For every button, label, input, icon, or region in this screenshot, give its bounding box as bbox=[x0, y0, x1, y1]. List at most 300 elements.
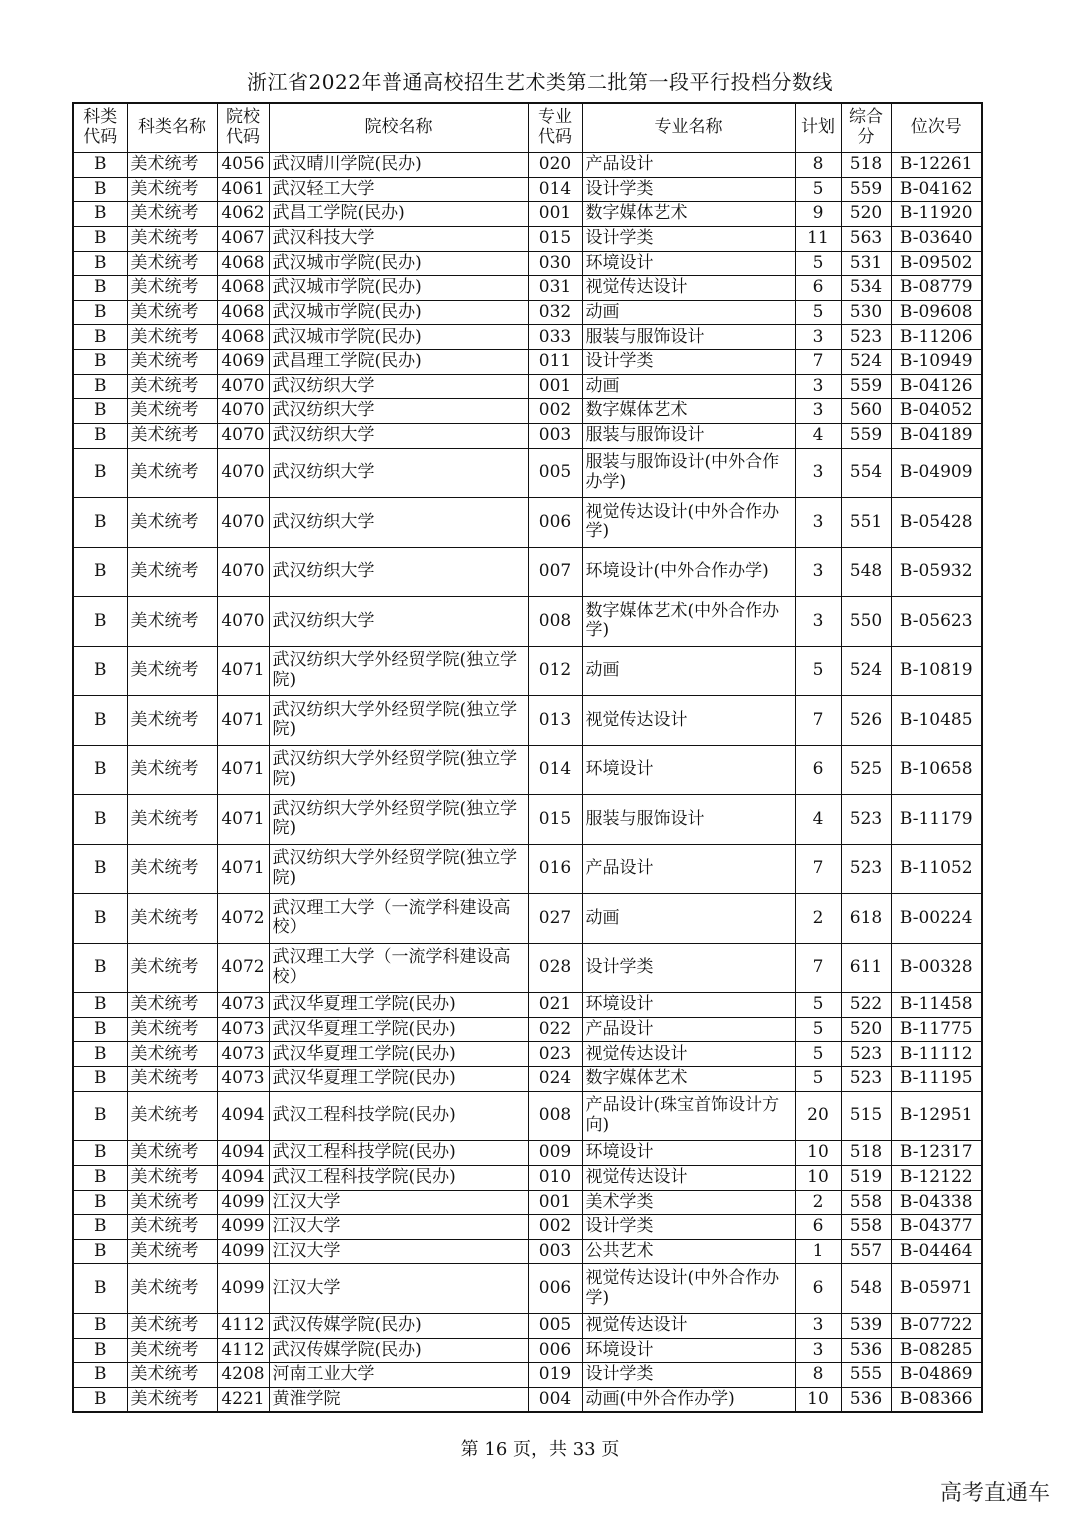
table-cell: 美术统考 bbox=[127, 894, 217, 944]
table-cell: B-04162 bbox=[891, 177, 982, 202]
table-cell: 4071 bbox=[217, 844, 269, 894]
table-cell: 美术统考 bbox=[127, 251, 217, 276]
table-cell: 美术统考 bbox=[127, 1017, 217, 1042]
table-cell: B-04377 bbox=[891, 1215, 982, 1240]
table-cell: 3 bbox=[795, 597, 841, 647]
table-cell: 数字媒体艺术(中外合作办学) bbox=[582, 597, 795, 647]
table-cell: B bbox=[73, 1067, 127, 1092]
table-cell: B-10485 bbox=[891, 696, 982, 746]
table-cell: 6 bbox=[795, 1264, 841, 1314]
table-cell: 015 bbox=[528, 795, 582, 845]
table-cell: B-10819 bbox=[891, 646, 982, 696]
table-cell: B bbox=[73, 1215, 127, 1240]
table-header-row bbox=[73, 103, 982, 153]
table-cell: B-04126 bbox=[891, 374, 982, 399]
table-cell: 产品设计 bbox=[582, 1017, 795, 1042]
table-cell: 016 bbox=[528, 844, 582, 894]
table-cell: 534 bbox=[841, 276, 891, 301]
table-cell: 武汉理工大学（一流学科建设高校） bbox=[269, 943, 528, 993]
table-cell: 5 bbox=[795, 1067, 841, 1092]
table-cell: 7 bbox=[795, 696, 841, 746]
table-cell: 武汉工程科技学院(民办) bbox=[269, 1165, 528, 1190]
table-cell: 005 bbox=[528, 448, 582, 498]
table-cell: 设计学类 bbox=[582, 350, 795, 375]
table-cell: 美术统考 bbox=[127, 350, 217, 375]
table-row bbox=[73, 399, 982, 424]
table-cell: 024 bbox=[528, 1067, 582, 1092]
table-cell: 4208 bbox=[217, 1363, 269, 1388]
table-cell: 023 bbox=[528, 1042, 582, 1067]
table-row bbox=[73, 1165, 982, 1190]
table-cell: 服装与服饰设计 bbox=[582, 795, 795, 845]
table-cell: 522 bbox=[841, 993, 891, 1018]
table-cell: 美术统考 bbox=[127, 745, 217, 795]
table-cell: 4073 bbox=[217, 1017, 269, 1042]
table-cell: 视觉传达设计 bbox=[582, 696, 795, 746]
table-cell: B bbox=[73, 1141, 127, 1166]
table-cell: B bbox=[73, 1239, 127, 1264]
table-row bbox=[73, 424, 982, 449]
table-cell: 武汉晴川学院(民办) bbox=[269, 153, 528, 178]
table-cell: 动画 bbox=[582, 894, 795, 944]
table-cell: 006 bbox=[528, 1338, 582, 1363]
table-cell: B-05623 bbox=[891, 597, 982, 647]
table-cell: 武汉华夏理工学院(民办) bbox=[269, 1017, 528, 1042]
table-cell: B-09502 bbox=[891, 251, 982, 276]
table-cell: 美术统考 bbox=[127, 1067, 217, 1092]
table-cell: 8 bbox=[795, 1363, 841, 1388]
table-cell: 美术统考 bbox=[127, 226, 217, 251]
table-row bbox=[73, 276, 982, 301]
table-cell: B-04464 bbox=[891, 1239, 982, 1264]
table-cell: B bbox=[73, 1338, 127, 1363]
table-cell: 7 bbox=[795, 844, 841, 894]
table-cell: B-10949 bbox=[891, 350, 982, 375]
table-cell: 3 bbox=[795, 1338, 841, 1363]
table-cell: 006 bbox=[528, 498, 582, 548]
table-cell: 视觉传达设计 bbox=[582, 1165, 795, 1190]
table-cell: B-05971 bbox=[891, 1264, 982, 1314]
table-cell: 015 bbox=[528, 226, 582, 251]
table-cell: B bbox=[73, 844, 127, 894]
table-cell: 武汉工程科技学院(民办) bbox=[269, 1141, 528, 1166]
table-cell: 武汉纺织大学 bbox=[269, 597, 528, 647]
table-cell: 523 bbox=[841, 844, 891, 894]
table-cell: 520 bbox=[841, 1017, 891, 1042]
table-cell: 美术统考 bbox=[127, 1141, 217, 1166]
table-cell: 美术统考 bbox=[127, 1042, 217, 1067]
table-cell: 6 bbox=[795, 1215, 841, 1240]
table-cell: 江汉大学 bbox=[269, 1215, 528, 1240]
table-cell: B-04869 bbox=[891, 1363, 982, 1388]
table-cell: 美术统考 bbox=[127, 1264, 217, 1314]
table-cell: 4070 bbox=[217, 597, 269, 647]
table-cell: B bbox=[73, 300, 127, 325]
table-row bbox=[73, 745, 982, 795]
table-cell: 002 bbox=[528, 1215, 582, 1240]
table-cell: B bbox=[73, 374, 127, 399]
table-cell: 4070 bbox=[217, 399, 269, 424]
table-cell: 武汉理工大学（一流学科建设高校） bbox=[269, 894, 528, 944]
table-cell: 004 bbox=[528, 1387, 582, 1412]
table-cell: B bbox=[73, 1190, 127, 1215]
table-cell: 设计学类 bbox=[582, 943, 795, 993]
table-cell: 动画(中外合作办学) bbox=[582, 1387, 795, 1412]
table-cell: B bbox=[73, 1264, 127, 1314]
table-cell: 524 bbox=[841, 646, 891, 696]
table-row bbox=[73, 1017, 982, 1042]
table-cell: 4112 bbox=[217, 1338, 269, 1363]
table-cell: 3 bbox=[795, 448, 841, 498]
table-cell: 558 bbox=[841, 1215, 891, 1240]
table-cell: 数字媒体艺术 bbox=[582, 1067, 795, 1092]
table-cell: 4112 bbox=[217, 1313, 269, 1338]
table-cell: 4070 bbox=[217, 498, 269, 548]
table-row bbox=[73, 1338, 982, 1363]
table-cell: 536 bbox=[841, 1387, 891, 1412]
table-cell: 视觉传达设计(中外合作办学) bbox=[582, 1264, 795, 1314]
table-cell: 4061 bbox=[217, 177, 269, 202]
table-cell: B bbox=[73, 1091, 127, 1141]
table-cell: 美术统考 bbox=[127, 597, 217, 647]
table-cell: 4070 bbox=[217, 424, 269, 449]
table-cell: B-12317 bbox=[891, 1141, 982, 1166]
table-cell: B bbox=[73, 325, 127, 350]
table-cell: 001 bbox=[528, 374, 582, 399]
table-cell: 1 bbox=[795, 1239, 841, 1264]
table-cell: 4069 bbox=[217, 350, 269, 375]
table-cell: 20 bbox=[795, 1091, 841, 1141]
table-cell: B bbox=[73, 1165, 127, 1190]
table-row bbox=[73, 374, 982, 399]
header-cell: 院校名称 bbox=[269, 103, 528, 153]
table-cell: 4072 bbox=[217, 894, 269, 944]
table-cell: 4099 bbox=[217, 1190, 269, 1215]
table-cell: 服装与服饰设计(中外合作办学) bbox=[582, 448, 795, 498]
table-cell: B-11206 bbox=[891, 325, 982, 350]
table-cell: 武汉纺织大学 bbox=[269, 498, 528, 548]
table-cell: B-03640 bbox=[891, 226, 982, 251]
table-cell: B bbox=[73, 251, 127, 276]
table-cell: 4 bbox=[795, 424, 841, 449]
header-cell: 专业代码 bbox=[528, 103, 582, 153]
table-row bbox=[73, 153, 982, 178]
table-row bbox=[73, 448, 982, 498]
table-cell: 4094 bbox=[217, 1165, 269, 1190]
table-cell: B-05428 bbox=[891, 498, 982, 548]
table-cell: 美术学类 bbox=[582, 1190, 795, 1215]
table-cell: 559 bbox=[841, 374, 891, 399]
table-row bbox=[73, 943, 982, 993]
table-cell: 6 bbox=[795, 276, 841, 301]
table-cell: 5 bbox=[795, 177, 841, 202]
table-cell: 河南工业大学 bbox=[269, 1363, 528, 1388]
table-cell: 产品设计 bbox=[582, 844, 795, 894]
table-cell: 002 bbox=[528, 399, 582, 424]
table-cell: 5 bbox=[795, 300, 841, 325]
table-cell: 6 bbox=[795, 745, 841, 795]
table-cell: 520 bbox=[841, 202, 891, 227]
table-cell: 3 bbox=[795, 399, 841, 424]
header-cell: 科类代码 bbox=[73, 103, 127, 153]
table-cell: 4099 bbox=[217, 1215, 269, 1240]
table-cell: 525 bbox=[841, 745, 891, 795]
table-cell: 武汉轻工大学 bbox=[269, 177, 528, 202]
table-row bbox=[73, 993, 982, 1018]
table-cell: 视觉传达设计 bbox=[582, 1313, 795, 1338]
table-cell: 美术统考 bbox=[127, 424, 217, 449]
table-cell: 10 bbox=[795, 1387, 841, 1412]
table-row bbox=[73, 1190, 982, 1215]
table-cell: 4099 bbox=[217, 1239, 269, 1264]
table-cell: 523 bbox=[841, 1067, 891, 1092]
table-cell: 4067 bbox=[217, 226, 269, 251]
table-cell: B bbox=[73, 350, 127, 375]
table-cell: B-05932 bbox=[891, 547, 982, 597]
table-cell: 032 bbox=[528, 300, 582, 325]
table-row bbox=[73, 1387, 982, 1412]
table-cell: 武汉传媒学院(民办) bbox=[269, 1338, 528, 1363]
table-cell: 548 bbox=[841, 547, 891, 597]
table-cell: B-04338 bbox=[891, 1190, 982, 1215]
table-cell: 美术统考 bbox=[127, 1338, 217, 1363]
table-cell: 554 bbox=[841, 448, 891, 498]
table-cell: 美术统考 bbox=[127, 1165, 217, 1190]
table-cell: 003 bbox=[528, 1239, 582, 1264]
table-cell: 3 bbox=[795, 547, 841, 597]
table-cell: 5 bbox=[795, 1017, 841, 1042]
table-row bbox=[73, 597, 982, 647]
table-cell: 美术统考 bbox=[127, 374, 217, 399]
table-row bbox=[73, 300, 982, 325]
table-cell: 武汉工程科技学院(民办) bbox=[269, 1091, 528, 1141]
table-cell: 4070 bbox=[217, 374, 269, 399]
table-cell: B-00328 bbox=[891, 943, 982, 993]
table-cell: 环境设计 bbox=[582, 1338, 795, 1363]
table-cell: 武汉纺织大学外经贸学院(独立学院) bbox=[269, 646, 528, 696]
table-cell: 519 bbox=[841, 1165, 891, 1190]
table-cell: 548 bbox=[841, 1264, 891, 1314]
table-cell: 武汉华夏理工学院(民办) bbox=[269, 993, 528, 1018]
table-cell: 数字媒体艺术 bbox=[582, 202, 795, 227]
table-cell: B bbox=[73, 696, 127, 746]
table-row bbox=[73, 325, 982, 350]
table-cell: 008 bbox=[528, 1091, 582, 1141]
table-cell: 010 bbox=[528, 1165, 582, 1190]
table-row bbox=[73, 1042, 982, 1067]
table-cell: 服装与服饰设计 bbox=[582, 325, 795, 350]
table-cell: 数字媒体艺术 bbox=[582, 399, 795, 424]
table-body bbox=[73, 153, 982, 1413]
table-cell: 美术统考 bbox=[127, 325, 217, 350]
table-cell: 4068 bbox=[217, 276, 269, 301]
table-cell: 012 bbox=[528, 646, 582, 696]
table-cell: 视觉传达设计 bbox=[582, 1042, 795, 1067]
table-cell: 028 bbox=[528, 943, 582, 993]
table-cell: 006 bbox=[528, 1264, 582, 1314]
header-cell: 院校代码 bbox=[217, 103, 269, 153]
table-cell: 10 bbox=[795, 1141, 841, 1166]
table-cell: 530 bbox=[841, 300, 891, 325]
table-cell: B-08366 bbox=[891, 1387, 982, 1412]
table-cell: 美术统考 bbox=[127, 448, 217, 498]
table-cell: 11 bbox=[795, 226, 841, 251]
table-cell: 558 bbox=[841, 1190, 891, 1215]
table-cell: 美术统考 bbox=[127, 498, 217, 548]
table-cell: 515 bbox=[841, 1091, 891, 1141]
table-cell: 020 bbox=[528, 153, 582, 178]
table-cell: B-00224 bbox=[891, 894, 982, 944]
table-cell: 4099 bbox=[217, 1264, 269, 1314]
header-cell: 位次号 bbox=[891, 103, 982, 153]
table-cell: 产品设计 bbox=[582, 153, 795, 178]
table-cell: 设计学类 bbox=[582, 1363, 795, 1388]
table-cell: 001 bbox=[528, 202, 582, 227]
table-cell: 美术统考 bbox=[127, 1215, 217, 1240]
watermark: 高考直通车 bbox=[939, 1481, 1050, 1506]
table-cell: 4073 bbox=[217, 1067, 269, 1092]
table-cell: 551 bbox=[841, 498, 891, 548]
table-cell: 014 bbox=[528, 745, 582, 795]
table-cell: B-11052 bbox=[891, 844, 982, 894]
table-cell: 559 bbox=[841, 424, 891, 449]
table-cell: 5 bbox=[795, 646, 841, 696]
table-cell: 武汉城市学院(民办) bbox=[269, 300, 528, 325]
table-row bbox=[73, 1141, 982, 1166]
table-cell: 4073 bbox=[217, 993, 269, 1018]
table-cell: B-07722 bbox=[891, 1313, 982, 1338]
table-row bbox=[73, 1313, 982, 1338]
table-cell: 4094 bbox=[217, 1141, 269, 1166]
table-cell: 视觉传达设计(中外合作办学) bbox=[582, 498, 795, 548]
header-cell: 综合分 bbox=[841, 103, 891, 153]
table-cell: B bbox=[73, 745, 127, 795]
table-row bbox=[73, 1091, 982, 1141]
table-row bbox=[73, 1264, 982, 1314]
table-cell: 4221 bbox=[217, 1387, 269, 1412]
table-cell: 2 bbox=[795, 894, 841, 944]
table-row bbox=[73, 547, 982, 597]
table-cell: 武汉纺织大学外经贸学院(独立学院) bbox=[269, 844, 528, 894]
table-row bbox=[73, 795, 982, 845]
table-cell: B-11179 bbox=[891, 795, 982, 845]
table-cell: B bbox=[73, 795, 127, 845]
table-cell: 武汉城市学院(民办) bbox=[269, 325, 528, 350]
table-cell: B-04909 bbox=[891, 448, 982, 498]
table-cell: 009 bbox=[528, 1141, 582, 1166]
table-cell: 563 bbox=[841, 226, 891, 251]
table-cell: 武汉华夏理工学院(民办) bbox=[269, 1067, 528, 1092]
table-cell: 武汉城市学院(民办) bbox=[269, 251, 528, 276]
table-row bbox=[73, 844, 982, 894]
table-cell: 动画 bbox=[582, 374, 795, 399]
table-cell: B-12261 bbox=[891, 153, 982, 178]
table-cell: 4072 bbox=[217, 943, 269, 993]
table-cell: 001 bbox=[528, 1190, 582, 1215]
header-cell: 专业名称 bbox=[582, 103, 795, 153]
table-cell: 4070 bbox=[217, 547, 269, 597]
table-cell: 523 bbox=[841, 1042, 891, 1067]
table-cell: 014 bbox=[528, 177, 582, 202]
table-cell: B bbox=[73, 547, 127, 597]
table-cell: 5 bbox=[795, 1042, 841, 1067]
table-cell: 环境设计 bbox=[582, 251, 795, 276]
table-cell: 4071 bbox=[217, 745, 269, 795]
table-cell: B bbox=[73, 226, 127, 251]
table-cell: 设计学类 bbox=[582, 1215, 795, 1240]
table-cell: 美术统考 bbox=[127, 943, 217, 993]
table-cell: B-11920 bbox=[891, 202, 982, 227]
table-cell: 视觉传达设计 bbox=[582, 276, 795, 301]
table-cell: 美术统考 bbox=[127, 1313, 217, 1338]
table-cell: 4070 bbox=[217, 448, 269, 498]
table-cell: 美术统考 bbox=[127, 276, 217, 301]
table-cell: B-10658 bbox=[891, 745, 982, 795]
table-cell: 5 bbox=[795, 251, 841, 276]
header-cell: 计划 bbox=[795, 103, 841, 153]
table-cell: 022 bbox=[528, 1017, 582, 1042]
table-cell: B bbox=[73, 276, 127, 301]
table-cell: 555 bbox=[841, 1363, 891, 1388]
table-cell: 武昌工学院(民办) bbox=[269, 202, 528, 227]
table-cell: 3 bbox=[795, 1313, 841, 1338]
table-cell: 美术统考 bbox=[127, 795, 217, 845]
table-cell: 559 bbox=[841, 177, 891, 202]
table-cell: 4071 bbox=[217, 646, 269, 696]
table-cell: 7 bbox=[795, 350, 841, 375]
score-table bbox=[72, 102, 983, 1413]
table-cell: 江汉大学 bbox=[269, 1264, 528, 1314]
table-cell: 美术统考 bbox=[127, 1190, 217, 1215]
table-cell: 4073 bbox=[217, 1042, 269, 1067]
table-cell: 武汉纺织大学外经贸学院(独立学院) bbox=[269, 696, 528, 746]
table-cell: 008 bbox=[528, 597, 582, 647]
table-cell: 环境设计(中外合作办学) bbox=[582, 547, 795, 597]
table-cell: B bbox=[73, 597, 127, 647]
table-cell: 公共艺术 bbox=[582, 1239, 795, 1264]
table-cell: 环境设计 bbox=[582, 993, 795, 1018]
table-cell: 服装与服饰设计 bbox=[582, 424, 795, 449]
table-cell: 531 bbox=[841, 251, 891, 276]
table-cell: B-12122 bbox=[891, 1165, 982, 1190]
table-cell: B-11458 bbox=[891, 993, 982, 1018]
table-cell: 武汉城市学院(民办) bbox=[269, 276, 528, 301]
table-cell: 560 bbox=[841, 399, 891, 424]
table-cell: 030 bbox=[528, 251, 582, 276]
table-cell: 4056 bbox=[217, 153, 269, 178]
table-cell: 产品设计(珠宝首饰设计方向) bbox=[582, 1091, 795, 1141]
table-cell: B bbox=[73, 646, 127, 696]
table-row bbox=[73, 1067, 982, 1092]
table-cell: 美术统考 bbox=[127, 300, 217, 325]
table-cell: 动画 bbox=[582, 300, 795, 325]
table-cell: 8 bbox=[795, 153, 841, 178]
table-cell: 3 bbox=[795, 498, 841, 548]
table-cell: 4 bbox=[795, 795, 841, 845]
table-cell: 美术统考 bbox=[127, 547, 217, 597]
table-cell: 美术统考 bbox=[127, 153, 217, 178]
table-cell: 武汉纺织大学外经贸学院(独立学院) bbox=[269, 745, 528, 795]
table-cell: 美术统考 bbox=[127, 844, 217, 894]
table-cell: 美术统考 bbox=[127, 399, 217, 424]
table-cell: 027 bbox=[528, 894, 582, 944]
table-cell: B bbox=[73, 498, 127, 548]
table-cell: 539 bbox=[841, 1313, 891, 1338]
table-cell: 武昌理工学院(民办) bbox=[269, 350, 528, 375]
table-cell: 武汉纺织大学外经贸学院(独立学院) bbox=[269, 795, 528, 845]
table-cell: 021 bbox=[528, 993, 582, 1018]
table-row bbox=[73, 202, 982, 227]
